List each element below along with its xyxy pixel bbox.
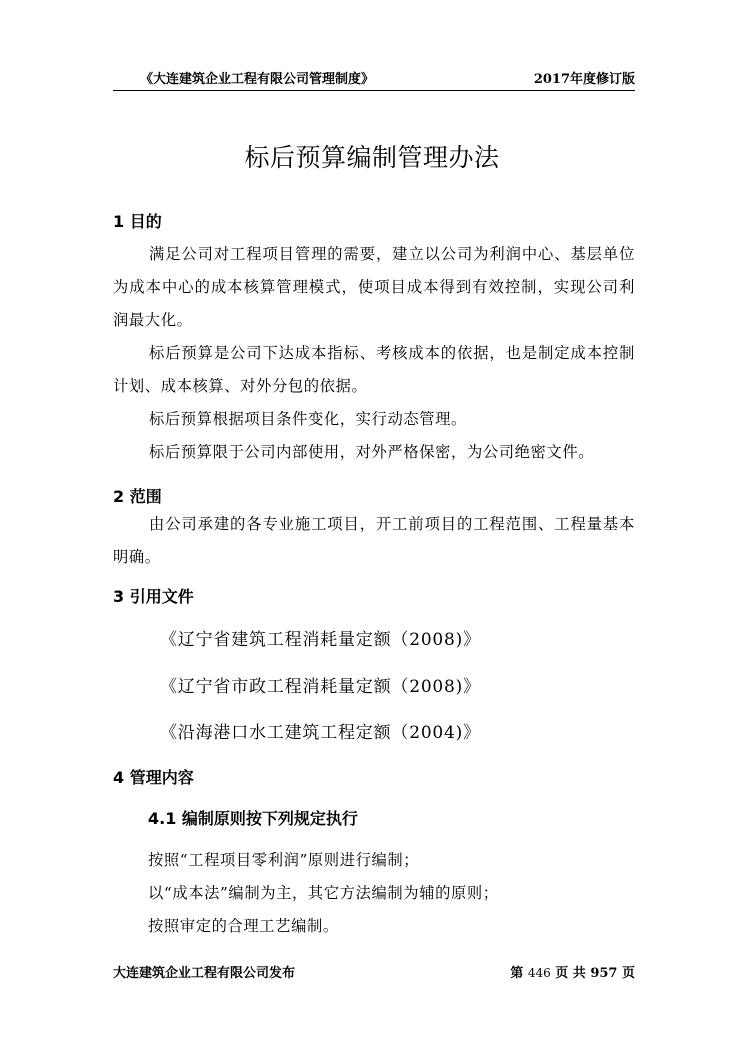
reference-item: 《沿海港口水工建筑工程定额（2004)》 <box>160 723 481 743</box>
principle-item: 按照“工程项目零利润”原则进行编制； <box>148 851 420 869</box>
footer-publisher: 大连建筑企业工程有限公司发布 <box>113 966 296 981</box>
reference-item: 《辽宁省建筑工程消耗量定额（2008)》 <box>160 630 481 650</box>
purpose-paragraph-2: 标后预算是公司下达成本指标、考核成本的依据，也是制定成本控制计划、成本核算、对外分包的依据。 <box>113 344 635 395</box>
page-counter <box>510 962 635 981</box>
scope-paragraph: 由公司承建的各专业施工项目，开工前项目的工程范围、工程量基本明确。 <box>113 515 635 566</box>
principle-item: 以“成本法”编制为主，其它方法编制为辅的原则； <box>148 884 499 902</box>
reference-item: 《辽宁省市政工程消耗量定额（2008)》 <box>160 677 481 697</box>
purpose-paragraph-3: 标后预算根据项目条件变化，实行动态管理。 <box>149 410 467 428</box>
page-title: 标后预算编制管理办法 <box>244 143 500 172</box>
page-counter-prefix: 第 <box>510 966 524 981</box>
page-footer <box>113 962 635 984</box>
purpose-paragraph-1: 满足公司对工程项目管理的需要，建立以公司为利润中心、基层单位为成本中心的成本核算管理模式，使项目成本得到有效控制，实现公司利润最大化。 <box>113 245 635 329</box>
purpose-paragraph-4: 标后预算限于公司内部使用，对外严格保密，为公司绝密文件。 <box>149 443 595 461</box>
page-counter-suffix: 页 <box>621 966 635 981</box>
subsection-heading-principles: 4.1 编制原则按下列规定执行 <box>148 809 358 828</box>
total-page-number: 957 <box>590 966 618 981</box>
page-counter-mid: 页 共 <box>555 966 586 981</box>
section-heading-purpose: 1 目的 <box>113 212 162 231</box>
header-divider <box>113 90 635 91</box>
page-header <box>113 64 635 88</box>
header-document-title: 《大连建筑企业工程有限公司管理制度》 <box>140 72 375 87</box>
header-edition: 2017年度修订版 <box>533 72 635 87</box>
section-heading-references: 3 引用文件 <box>113 587 194 606</box>
principle-item: 按照审定的合理工艺编制。 <box>148 917 339 935</box>
section-heading-scope: 2 范围 <box>113 487 162 506</box>
current-page-number: 446 <box>527 966 551 980</box>
section-heading-management: 4 管理内容 <box>113 768 194 787</box>
